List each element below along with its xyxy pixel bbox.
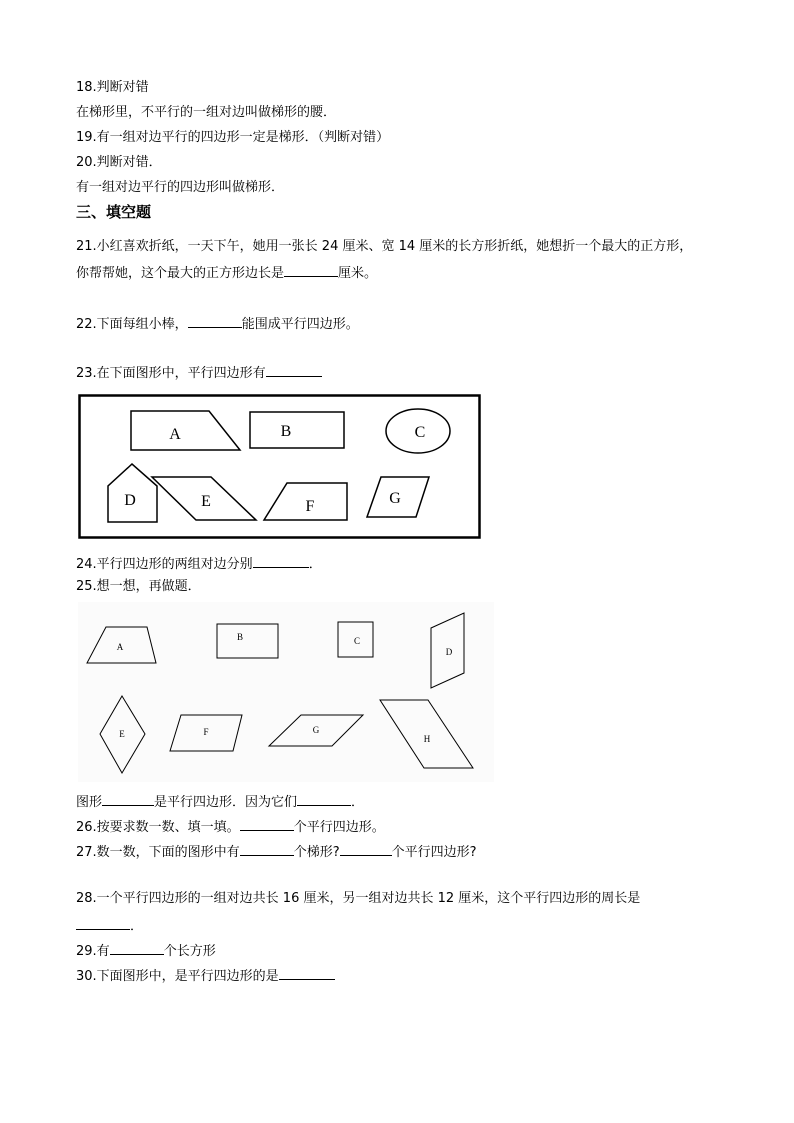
- label-g: G: [389, 490, 401, 507]
- q21-blank[interactable]: [284, 262, 338, 277]
- shape-a: [131, 411, 240, 450]
- label2-f: F: [203, 727, 209, 737]
- label-a: A: [169, 426, 181, 443]
- figure-2: [78, 602, 494, 782]
- q23-blank[interactable]: [266, 362, 322, 377]
- q25-blank-2[interactable]: [297, 791, 351, 806]
- label2-d: D: [445, 647, 453, 657]
- q22-blank[interactable]: [188, 313, 242, 328]
- q28-line2: [76, 915, 143, 936]
- q25-answer: [76, 791, 364, 812]
- q30: [76, 965, 335, 986]
- shape-b: [250, 412, 344, 448]
- q19: 19.有一组对边平行的四边形一定是梯形．（判断对错）: [76, 130, 390, 145]
- label-b: B: [280, 423, 292, 440]
- q23: [76, 362, 322, 383]
- q26-end: 个平行四边形。: [293, 820, 385, 835]
- figure-1-frame: [80, 396, 480, 538]
- q26-blank[interactable]: [240, 816, 294, 831]
- figure-2-background: [78, 602, 494, 782]
- q29-blank[interactable]: [110, 940, 164, 955]
- label-f: F: [305, 498, 315, 515]
- label2-e: E: [119, 729, 125, 739]
- label-c: C: [414, 424, 426, 441]
- q25-answer-text-1: 图形: [76, 795, 103, 810]
- label2-b: B: [236, 632, 244, 642]
- q28-line1: 28.一个平行四边形的一组对边共长 16 厘米，另一组对边共长 12 厘米，这个平行四边形的周长是: [76, 891, 641, 906]
- label2-h: H: [423, 734, 431, 744]
- q26-text: 26.按要求数一数、填一填。: [76, 820, 240, 835]
- q26: [76, 816, 385, 837]
- q27-blank-2[interactable]: [340, 841, 392, 856]
- label2-g: G: [312, 725, 320, 735]
- q27: [76, 841, 477, 862]
- q29-text: 29.有: [76, 944, 110, 959]
- q29-end: 个长方形: [163, 944, 216, 959]
- q21-line2: [76, 262, 377, 283]
- q27-blank-1[interactable]: [240, 841, 294, 856]
- q27-end: 个平行四边形?: [391, 845, 477, 860]
- q20-body: 有一组对边平行的四边形叫做梯形．: [76, 180, 285, 195]
- q24-blank[interactable]: [253, 553, 309, 568]
- label-e: E: [201, 493, 211, 510]
- q28-end: ．: [130, 919, 144, 934]
- q22-text: 22.下面每组小棒，: [76, 317, 188, 332]
- q21-unit: 厘米。: [338, 266, 378, 281]
- q18-body: 在梯形里，不平行的一组对边叫做梯形的腰．: [76, 105, 337, 120]
- q27-mid: 个梯形?: [293, 845, 340, 860]
- q22: [76, 313, 359, 334]
- q25-answer-text-3: ．: [351, 795, 365, 810]
- q22-text-end: 能围成平行四边形。: [241, 317, 359, 332]
- q30-blank[interactable]: [279, 965, 335, 980]
- q25-blank-1[interactable]: [102, 791, 154, 806]
- q28-blank[interactable]: [76, 915, 130, 930]
- label2-a: A: [116, 642, 124, 652]
- q24: [76, 553, 322, 574]
- figure-1: [78, 394, 482, 540]
- q18-title: 18.判断对错: [76, 80, 149, 95]
- q24-end: ．: [308, 557, 322, 572]
- q29: [76, 940, 216, 961]
- section-heading: 三、填空题: [76, 203, 152, 221]
- label-d: D: [124, 492, 136, 509]
- q24-text: 24.平行四边形的两组对边分别: [76, 557, 253, 572]
- q25: 25.想一想，再做题．: [76, 579, 201, 594]
- q30-text: 30.下面图形中，是平行四边形的是: [76, 969, 279, 984]
- q23-text: 23.在下面图形中，平行四边形有: [76, 366, 266, 381]
- label2-c: C: [353, 636, 361, 646]
- q21-line1: 21.小红喜欢折纸，一天下午，她用一张长 24 厘米、宽 14 厘米的长方形折纸，她想折一个最大的正方形，: [76, 239, 693, 254]
- q25-answer-text-2: 是平行四边形．因为它们: [154, 795, 298, 810]
- q21-text: 你帮帮她，这个最大的正方形边长是: [76, 266, 285, 281]
- q27-text: 27.数一数，下面的图形中有: [76, 845, 240, 860]
- q20-title: 20.判断对错．: [76, 155, 162, 170]
